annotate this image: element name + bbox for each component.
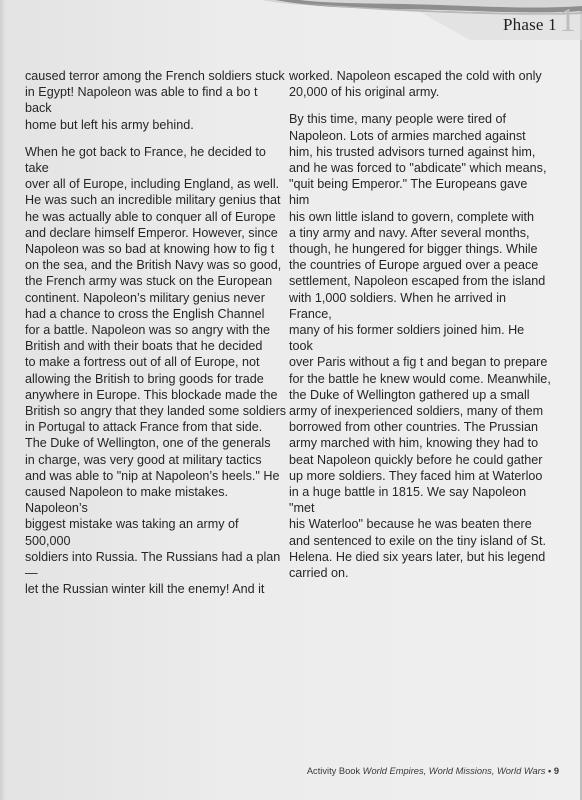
paragraph: worked. Napoleon escaped the cold with only 20,000 of his original army.: [289, 69, 542, 100]
paragraph: By this time, many people were tired of Napoleon. Lots of armies marched against him, his trusted advisors turned against him, and he was forced to "abdicate" which means, "quit being Emperor." The Europeans gave him his own little island to govern, complete with a tiny army and navy. After several months, though, he hungered for bigger things. While the countries of Europe argued over a peace settlement, Napoleon escaped from the island with 1,000 soldiers. When he arrived in France, many of his former soldiers joined him. He took over Paris without a fig t and began to prepare for the battle he knew would come. Meanwhile, the Duke of Wellington gathered up a small army of inexperienced soldiers, many of them borrowed from other countries. The Prussian army marched with him, knowing they had to beat Napoleon quickly before he could gather up more soldiers. They faced him at Waterloo in a huge battle in 1815. We say Napoleon "met his Waterloo" because he was beaten there and sentenced to exile on the tiny island of St. Helena. He died six years later, but his legend carried on.: [289, 112, 551, 581]
page-footer: [307, 766, 559, 776]
footer-bullet: •: [547, 766, 552, 776]
footer-book-label: Activity Book: [306, 766, 361, 776]
phase-number: 1: [559, 2, 576, 39]
banner-panel: [420, 12, 582, 40]
paragraph: caused terror among the French soldiers stuck in Egypt! Napoleon was able to find a bo t back home but left his army behind.: [25, 69, 285, 132]
paragraph: When he got back to France, he decided to take over all of Europe, including England, as well. He was such an incredible military genius that he was actually able to conquer all of Europe and declare himself Emperor. However, since Napoleon was so bad at knowing how to fig t on the sea, and the British Navy was so good, the French army was stuck on the European continent. Napoleon’s military genius never had a chance to cross the English Channel for a battle. Napoleon was so angry with the British and with their boats that he decided to make a fortress out of all of Europe, not allowing the British to bring goods for trade anywhere in Europe. This blockade made the British so angry that they landed some soldiers in Portugal to attack France from that side. The Duke of Wellington, one of the generals in charge, was very good at military tactics and was able to "nip at Napoleon’s heels." He caused Napoleon to make mistakes. Napoleon’s biggest mistake was taking an army of 500,000 soldiers into Russia. The Russians had a plan— let the Russian winter kill the enemy! And it: [25, 144, 287, 597]
right-column: [289, 68, 551, 592]
header-banner: [0, 0, 582, 54]
left-column: [25, 68, 287, 609]
page-binding-shadow: [0, 0, 6, 800]
footer-book-subtitle: World Empires, World Missions, World Wars: [362, 766, 546, 776]
phase-title: Phase 1: [503, 15, 557, 34]
page-number: 9: [553, 766, 559, 776]
